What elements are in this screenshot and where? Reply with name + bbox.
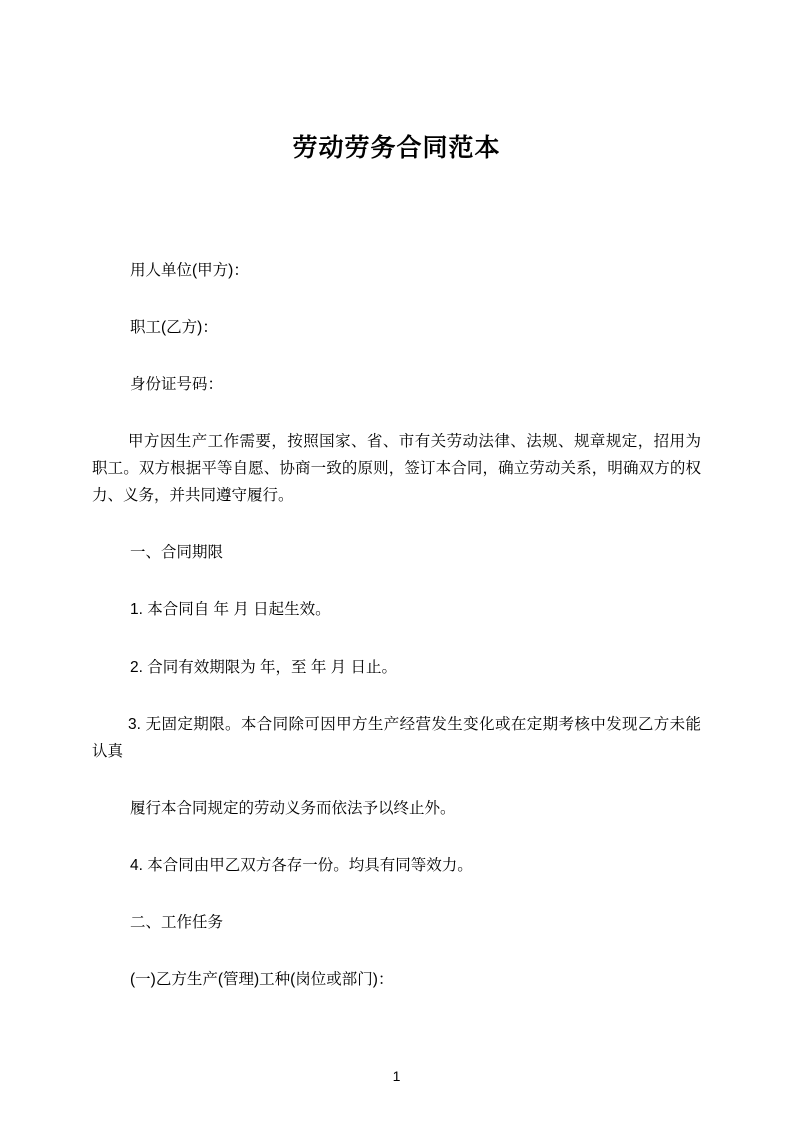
paragraph-clause-2-1: (一)乙方生产(管理)工种(岗位或部门)： — [130, 971, 394, 989]
heading-section-one: 一、合同期限 — [130, 544, 224, 562]
paragraph-clause-1-1: 1. 本合同自 年 月 日起生效。 — [130, 601, 331, 619]
paragraph-id-number: 身份证号码： — [130, 375, 224, 393]
paragraph-clause-1-2: 2. 合同有效期限为 年，至 年 月 日止。 — [130, 658, 397, 676]
paragraph-employee: 职工(乙方)： — [130, 318, 218, 336]
paragraph-employer: 用人单位(甲方)： — [130, 261, 249, 279]
page-number: 1 — [392, 1068, 401, 1084]
page-title: 劳动劳务合同范本 — [292, 134, 501, 162]
paragraph-clause-1-3-continued: 履行本合同规定的劳动义务而依法予以终止外。 — [130, 799, 456, 817]
paragraph-preamble: 甲方因生产工作需要，按照国家、省、市有关劳动法律、法规、规章规定，招用为职工。双方根据平等自愿、协商一致的原则，签订本合同，确立劳动关系，明确双方的权力、义务，并共同遵守履行。 — [92, 432, 701, 505]
paragraph-clause-1-3: 3. 无固定期限。本合同除可因甲方生产经营发生变化或在定期考核中发现乙方未能认真 — [92, 715, 701, 760]
heading-section-two: 二、工作任务 — [130, 914, 224, 932]
document-body — [92, 257, 701, 994]
paragraph-clause-1-4: 4. 本合同由甲乙双方各存一份。均具有同等效力。 — [130, 857, 473, 874]
